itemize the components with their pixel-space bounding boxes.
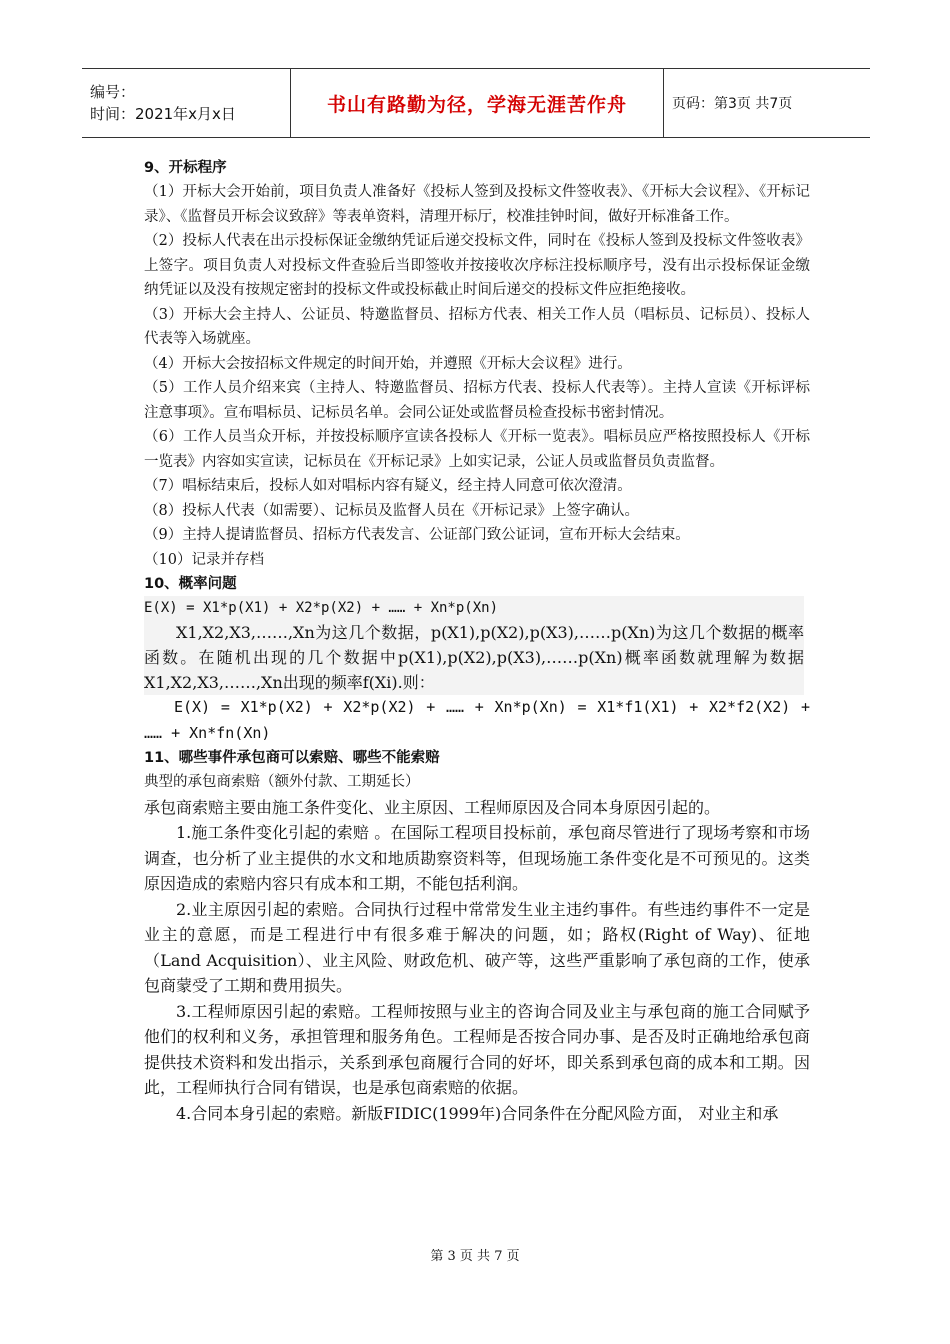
sec11-para-4: 4.合同本身引起的索赔。新版FIDIC(1999年)合同条件在分配风险方面， 对业主和承 [176, 1103, 779, 1123]
sec9-item-6: （6）工作人员当众开标，并按投标顺序宣读各投标人《开标一览表》。唱标员应严格按照投标人《开标一览表》内容如实宣读，记标员在《开标记录》上如实记录，公证人员或监督员负责监督。 [144, 429, 810, 470]
page-label: 页码：第3页 共7页 [672, 96, 793, 112]
sec9-item-5: （5）工作人员介绍来宾（主持人、特邀监督员、招标方代表、投标人代表等）。主持人宣读《开标评标注意事项》。宣布唱标员、记标员名单。会同公证处或监督员检查投标书密封情况。 [144, 380, 810, 421]
sec11-para-1: 1.施工条件变化引起的索赔 。在国际工程项目投标前，承包商尽管进行了现场考察和市场调查，也分析了业主提供的水文和地质勘察资料等，但现场施工条件变化是不可预见的。这类原因造成的索赔内容只有成本和工期，不能包括利润。 [144, 823, 810, 893]
document-body [144, 156, 810, 1126]
date-label: 时间：2021年x月x日 [90, 105, 236, 123]
header-page-cell [664, 69, 792, 137]
page-footer: 第 3 页 共 7 页 [430, 1249, 520, 1264]
sec9-item-1: （1）开标大会开始前，项目负责人准备好《投标人签到及投标文件签收表》、《开标大会议程》、《开标记录》、《监督员开标会议致辞》等表单资料，清理开标厅，校准挂钟时间，做好开标准备工作。 [144, 184, 810, 225]
probability-explanation: X1,X2,X3,……,Xn为这几个数据，p(X1),p(X2),p(X3),……p(Xn)为这几个数据的概率函数。在随机出现的几个数据中p(X1),p(X2),p(X3),……p(Xn)概率函数就理解为数据X1,X2,X3,……,Xn出现的频率f(Xi).则： [144, 623, 804, 692]
section-10-title: 10、概率问题 [144, 576, 237, 592]
expectation-formula-2: E(X) = X1*p(X2) + X2*p(X2) + …… + Xn*p(Xn) = X1*f1(X1) + X2*f2(X2) + …… + Xn*fn(Xn) [144, 698, 810, 742]
expectation-formula-1: E(X) = X1*p(X1) + X2*p(X2) + …… + Xn*p(Xn) [144, 600, 499, 616]
sec9-item-2: （2）投标人代表在出示投标保证金缴纳凭证后递交投标文件，同时在《投标人签到及投标文件签收表》上签字。项目负责人对投标文件查验后当即签收并按接收次序标注投标顺序号，没有出示投标保证金缴纳凭证以及没有按规定密封的投标文件或投标截止时间后递交的投标文件应拒绝接收。 [144, 233, 810, 298]
header-motto-cell [291, 69, 664, 137]
sec9-item-9: （9）主持人提请监督员、招标方代表发言、公证部门致公证词，宣布开标大会结束。 [144, 527, 690, 543]
sec9-item-7: （7）唱标结束后，投标人如对唱标内容有疑义，经主持人同意可依次澄清。 [144, 478, 632, 494]
motto: 书山有路勤为径，学海无涯苦作舟 [326, 93, 627, 116]
sec11-para-3: 3.工程师原因引起的索赔。工程师按照与业主的咨询合同及业主与承包商的施工合同赋予他们的权利和义务，承担管理和服务角色。工程师是否按合同办事、是否及时正确地给承包商提供技术资料和发出指示，关系到承包商履行合同的好坏，即关系到承包商的成本和工期。因此，工程师执行合同有错误，也是承包商索赔的依据。 [144, 1001, 810, 1097]
sec9-item-3: （3）开标大会主持人、公证员、特邀监督员、招标方代表、相关工作人员（唱标员、记标员）、投标人代表等入场就座。 [144, 306, 810, 347]
sec9-item-4: （4）开标大会按招标文件规定的时间开始，并遵照《开标大会议程》进行。 [144, 355, 632, 372]
sec11-para-2: 2.业主原因引起的索赔。合同执行过程中常常发生业主违约事件。有些违约事件不一定是业主的意愿，而是工程进行中有很多难于解决的问题，如；路权(Right of Way)、征地（Land Acquisition）、业主风险、财政危机、破产等，这些严重影响了承包商的工作，使承包商蒙受了工期和费用损失。 [144, 899, 810, 995]
header-meta [82, 69, 291, 137]
sec11-line-2: 承包商索赔主要由施工条件变化、业主原因、工程师原因及合同本身原因引起的。 [144, 797, 721, 817]
code-label: 编号： [90, 83, 136, 101]
sec9-item-8: （8）投标人代表（如需要）、记标员及监督人员在《开标记录》上签字确认。 [144, 502, 639, 519]
page-header [82, 68, 870, 138]
sec9-item-10: （10）记录并存档 [144, 551, 264, 568]
probability-shaded-block [144, 596, 804, 695]
section-9-title: 9、开标程序 [144, 160, 227, 176]
section-11-title: 11、哪些事件承包商可以索赔、哪些不能索赔 [144, 750, 440, 766]
sec11-line-1: 典型的承包商索赔（额外付款、工期延长） [144, 774, 420, 790]
